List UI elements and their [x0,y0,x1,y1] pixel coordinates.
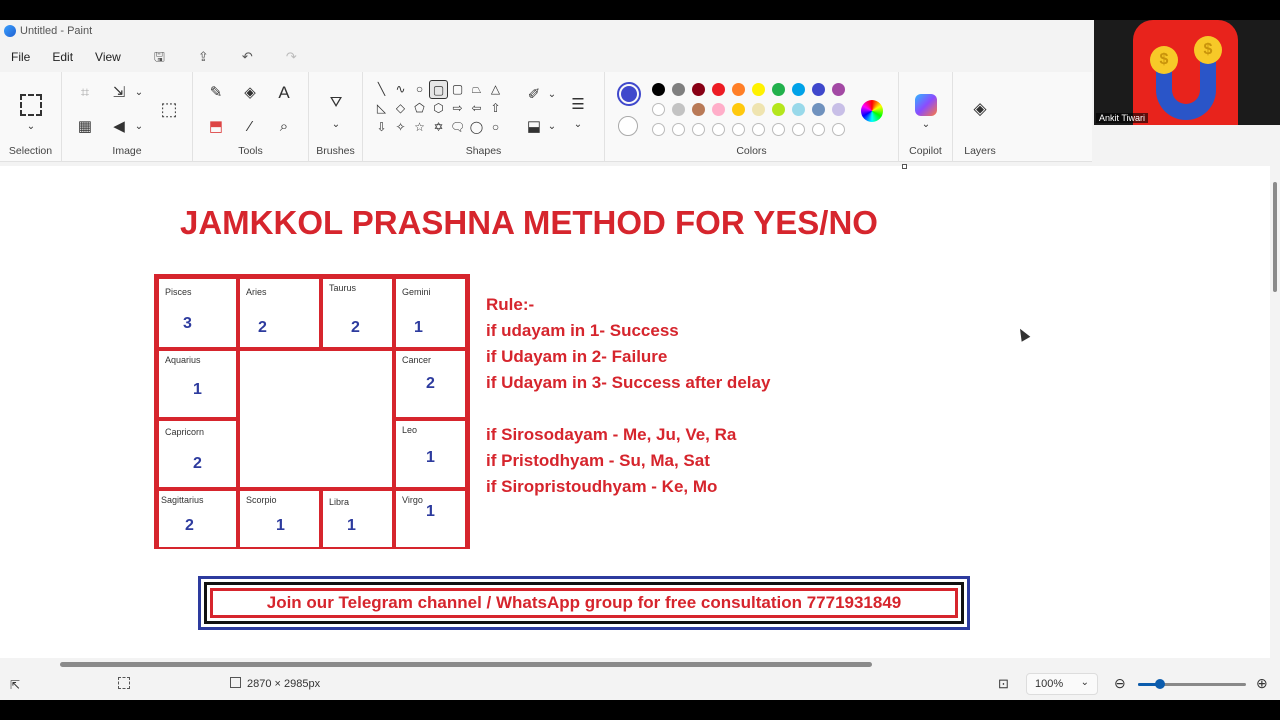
canvas-resize-handle[interactable] [902,164,907,169]
banner-frame [204,582,964,624]
layers-label: Layers [964,145,996,157]
canvas-title: JAMKKOL PRASHNA METHOD FOR YES/NO [180,204,878,241]
edit-colors-icon[interactable] [861,100,883,122]
oval-shape-icon[interactable]: ○ [415,82,424,96]
color-swatch[interactable] [652,103,665,116]
menu-bar [0,44,308,70]
color-swatch[interactable] [752,103,765,116]
image-select-icon[interactable]: ⬚ [160,99,178,119]
redo-icon[interactable]: ↷ [285,49,297,64]
diamond-shape-icon[interactable]: ◇ [395,101,406,115]
share-icon[interactable]: ⇪ [197,49,209,64]
sign-label: Scorpio [246,495,277,505]
sign-value: 2 [258,319,267,336]
custom-color-swatch[interactable] [732,123,745,136]
sign-value: 2 [426,375,435,392]
colors-group [605,72,899,162]
curve-shape-icon[interactable]: ∿ [395,82,406,96]
rule-line: if Sirosodayam - Me, Ju, Ve, Ra [486,425,737,444]
chart-cell-cancer [394,349,467,419]
pointer-position-icon: ⇱ [10,678,21,692]
four-point-star-shape-icon[interactable]: ✧ [395,120,406,134]
rule-line [486,396,770,422]
chart-cell-virgo [394,489,467,549]
rule-line: if Siropristoudhyam - Ke, Mo [486,477,718,496]
chart-cell-gemini [394,277,467,349]
consultation-banner [198,576,970,630]
rectangle-shape-icon[interactable]: ▢ [429,80,448,99]
sign-value: 2 [351,319,360,336]
shapes-group [363,72,605,162]
zoom-select[interactable] [1026,673,1098,695]
custom-color-swatch[interactable] [692,123,705,136]
shapes-label: Shapes [465,145,502,157]
rule-line: if Udayam in 2- Failure [486,347,668,366]
five-point-star-shape-icon[interactable]: ☆ [414,120,425,134]
sign-value: 1 [276,517,285,534]
pencil-icon[interactable]: ✎ [209,84,223,101]
status-bar [0,670,1280,700]
fill-icon[interactable]: ◈ [244,84,256,101]
undo-icon[interactable]: ↶ [241,49,253,64]
menu-view[interactable]: View [95,50,121,64]
brush-icon[interactable]: ⛛ [329,94,343,111]
chart-cell-scorpio [238,489,321,549]
stroke-size-icon[interactable]: ☰ [571,96,585,113]
chart-cell-leo [394,419,467,489]
chevron-down-icon[interactable]: ⌄ [921,119,931,130]
outline-icon[interactable]: ✐ [527,86,541,103]
eraser-icon[interactable]: ⬒ [208,118,224,135]
brushes-group [309,72,363,162]
chevron-down-icon[interactable]: ⌄ [134,87,144,98]
tools-label: Tools [238,145,263,157]
menu-edit[interactable]: Edit [52,50,74,64]
crop-icon[interactable]: ⌗ [80,84,90,101]
custom-color-swatch[interactable] [832,123,845,136]
sign-value: 1 [347,517,356,534]
custom-color-swatch[interactable] [772,123,785,136]
sign-label: Aquarius [165,355,201,365]
custom-color-swatch[interactable] [812,123,825,136]
chevron-down-icon[interactable]: ⌄ [26,121,36,132]
chart-cell-sagittarius [157,489,238,549]
sign-label: Aries [246,287,267,297]
callout-cloud-shape-icon[interactable]: ○ [491,120,500,134]
sign-value: 1 [426,449,435,466]
copilot-label: Copilot [909,145,942,157]
canvas-dimensions: 2870 × 2985px [247,678,321,690]
color-swatch[interactable] [772,83,785,96]
copilot-group [899,72,953,162]
text-icon[interactable]: A [278,83,290,102]
triangle-shape-icon[interactable]: △ [490,82,501,96]
sign-value: 3 [183,315,192,332]
resize-icon[interactable]: ⇲ [112,84,126,101]
vertical-scroll-thumb[interactable] [1273,182,1277,292]
polygon-shape-icon[interactable]: ⏢ [471,82,482,96]
custom-color-swatch[interactable] [712,123,725,136]
coin-icon: $ [1150,46,1178,74]
color-swatch[interactable] [792,103,805,116]
color-swatch[interactable] [772,103,785,116]
primary-color-button[interactable] [617,82,641,106]
color-swatch[interactable] [672,103,685,116]
color-swatch[interactable] [692,83,705,96]
magnifier-icon[interactable]: ⌕ [279,118,289,135]
callout-rect-shape-icon[interactable]: 🗨 [449,120,466,134]
custom-color-swatch[interactable] [652,123,665,136]
jamakkol-chart [154,274,470,549]
chevron-down-icon: ⌄ [1080,677,1089,688]
selection-icon[interactable] [20,94,42,116]
chart-center [238,349,394,489]
hexagon-shape-icon[interactable]: ⬡ [433,101,444,115]
right-arrow-shape-icon[interactable]: ⇨ [452,101,463,115]
sign-label: Sagittarius [161,495,204,505]
title-bar [0,20,1280,42]
image-label: Image [112,145,142,157]
horizontal-scrollbar[interactable] [0,658,1270,670]
color-swatch[interactable] [812,103,825,116]
rule-line: Rule:- [486,295,535,314]
chart-cell-capricorn [157,419,238,489]
vertical-scrollbar[interactable] [1270,166,1280,658]
color-swatch[interactable] [832,103,845,116]
sign-value: 1 [414,319,423,336]
color-swatch[interactable] [752,83,765,96]
chart-cell-taurus [321,277,394,349]
rules-text [486,292,770,500]
right-triangle-shape-icon[interactable]: ◺ [376,101,387,115]
sign-label: Gemini [402,287,431,297]
chart-cell-pisces [157,277,238,349]
coin-icon: $ [1194,36,1222,64]
chevron-down-icon[interactable]: ⌄ [547,121,557,132]
save-icon[interactable]: 🖫 [153,49,165,64]
sign-label: Leo [402,425,418,435]
sign-label: Pisces [165,287,192,297]
colors-label: Colors [736,145,767,157]
color-swatch[interactable] [672,83,685,96]
sign-label: Virgo [402,495,423,505]
remove-background-icon[interactable]: ▦ [77,118,93,135]
sign-label: Cancer [402,355,432,365]
window-title: Untitled - Paint [20,25,93,37]
sign-value: 2 [185,517,194,534]
color-swatch[interactable] [652,83,665,96]
shapes-gallery [372,80,516,137]
sign-value: 1 [426,503,435,520]
canvas-size-icon [230,677,241,688]
sign-label: Libra [329,497,350,507]
copilot-icon[interactable] [915,94,937,116]
selection-size-icon [118,677,130,689]
color-swatch[interactable] [712,83,725,96]
chart-cell-aries [238,277,321,349]
image-group [62,72,193,162]
rounded-rectangle-shape-icon[interactable]: ▢ [451,82,464,96]
zoom-out-icon[interactable]: ⊖ [1114,675,1126,691]
zoom-in-icon[interactable]: ⊕ [1256,675,1268,691]
rotate-icon[interactable]: ◀ [113,118,125,135]
chevron-down-icon[interactable]: ⌄ [134,121,144,132]
fill-shape-icon[interactable]: ⬓ [526,118,542,135]
layers-group [953,72,1007,162]
zoom-slider-thumb[interactable] [1155,679,1165,689]
color-swatch[interactable] [812,83,825,96]
color-swatch[interactable] [692,103,705,116]
primary-color-swatch [621,86,637,102]
chart-cell-libra [321,489,394,549]
rule-line: if udayam in 1- Success [486,321,679,340]
chevron-down-icon[interactable]: ⌄ [547,89,557,100]
brushes-label: Brushes [316,145,355,157]
six-point-star-shape-icon[interactable]: ✡ [433,120,444,134]
tools-group [193,72,309,162]
down-arrow-shape-icon[interactable]: ⇩ [376,120,387,134]
color-swatch[interactable] [832,83,845,96]
fit-to-window-icon[interactable]: ⊡ [998,676,1009,691]
custom-color-swatch[interactable] [792,123,805,136]
color-swatch[interactable] [732,103,745,116]
custom-color-swatch[interactable] [752,123,765,136]
horizontal-scroll-thumb[interactable] [60,662,872,667]
paint-app-icon [4,25,16,37]
sign-value: 1 [193,381,202,398]
color-swatch[interactable] [792,83,805,96]
line-shape-icon[interactable]: ╲ [377,82,386,96]
up-arrow-shape-icon[interactable]: ⇧ [490,101,501,115]
color-swatch[interactable] [712,103,725,116]
chevron-down-icon[interactable]: ⌄ [573,119,583,130]
sign-label: Taurus [329,283,357,293]
rule-line: if Udayam in 3- Success after delay [486,373,771,392]
selection-group [0,72,62,162]
chart-cell-aquarius [157,349,238,419]
banner-text: Join our Telegram channel / WhatsApp group for free consultation 7771931849 [210,588,958,618]
custom-color-swatch[interactable] [672,123,685,136]
ribbon [0,72,1092,162]
sign-value: 2 [193,455,202,472]
sign-label: Capricorn [165,427,205,437]
secondary-color-button[interactable] [618,116,638,136]
left-arrow-shape-icon[interactable]: ⇦ [471,101,482,115]
rule-line: if Pristodhyam - Su, Ma, Sat [486,451,710,470]
zoom-value: 100% [1035,678,1064,690]
chevron-down-icon[interactable]: ⌄ [331,119,341,130]
menu-file[interactable]: File [11,50,31,64]
layers-icon[interactable]: ◈ [973,99,987,118]
callout-oval-shape-icon[interactable]: ◯ [469,120,484,134]
color-picker-icon[interactable]: ⁄ [248,118,252,135]
color-swatch[interactable] [732,83,745,96]
webcam-overlay [1094,20,1280,125]
zoom-slider[interactable] [1138,683,1246,686]
presenter-name: Ankit Tiwari [1096,113,1148,123]
pentagon-shape-icon[interactable]: ⬠ [414,101,425,115]
selection-label: Selection [8,145,53,157]
